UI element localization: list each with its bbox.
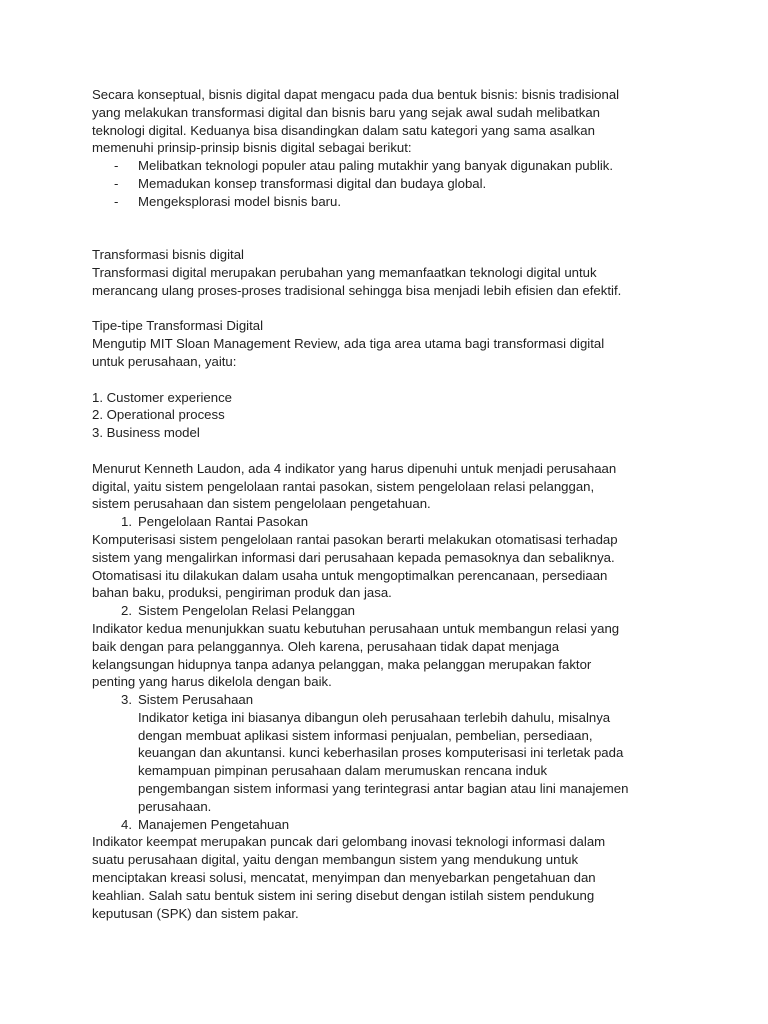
item-number: 4. bbox=[121, 816, 132, 832]
paragraph-line: Indikator ketiga ini biasanya dibangun oleh perusahaan terlebih dahulu, misalnya bbox=[138, 709, 611, 725]
paragraph-line: sistem perusahaan dan sistem pengelolaan pengetahuan. bbox=[92, 496, 431, 512]
paragraph-line: menciptakan kreasi solusi, mencatat, menyimpan dan menyebarkan pengetahuan dan bbox=[92, 870, 596, 886]
list-item: 2. Operational process bbox=[92, 407, 225, 423]
paragraph-line: perusahaan. bbox=[138, 798, 212, 814]
numbered-heading bbox=[92, 513, 682, 531]
paragraph-line: keahlian. Salah satu bentuk sistem ini sering disebut dengan istilah sistem pendukung bbox=[92, 887, 595, 903]
item-title: Sistem Pengelolan Relasi Pelanggan bbox=[138, 603, 356, 619]
paragraph-line: bahan baku, produksi, pengiriman produk dan jasa. bbox=[92, 585, 392, 601]
paragraph-line: merancang ulang proses-proses tradisional sehingga bisa menjadi lebih efisien dan efektif. bbox=[92, 282, 622, 298]
item-title: Sistem Perusahaan bbox=[138, 692, 254, 708]
bullet-marker: - bbox=[114, 193, 119, 209]
document-page bbox=[92, 86, 682, 922]
bullet-text: Mengeksplorasi model bisnis baru. bbox=[138, 193, 342, 209]
bullet-marker: - bbox=[114, 175, 119, 191]
bullet-text: Melibatkan teknologi populer atau paling mutakhir yang banyak digunakan publik. bbox=[138, 158, 614, 174]
paragraph-line: Transformasi digital merupakan perubahan yang memanfaatkan teknologi digital untuk bbox=[92, 264, 597, 280]
paragraph-line: Mengutip MIT Sloan Management Review, ada tiga area utama bagi transformasi digital bbox=[92, 336, 605, 352]
numbered-heading bbox=[92, 816, 682, 834]
paragraph-line: Indikator keempat merupakan puncak dari gelombang inovasi teknologi informasi dalam bbox=[92, 834, 606, 850]
paragraph-line: penting yang harus dikelola dengan baik. bbox=[92, 674, 332, 690]
paragraph-line: baik dengan para pelanggannya. Oleh karena, perusahaan tidak dapat menjaga bbox=[92, 638, 560, 654]
bullet-item bbox=[92, 175, 682, 193]
paragraph-line: kelangsungan hidupnya tanpa adanya pelanggan, maka pelanggan merupakan faktor bbox=[92, 656, 592, 672]
bullet-text: Memadukan konsep transformasi digital dan budaya global. bbox=[138, 175, 487, 191]
bullet-item bbox=[92, 157, 682, 175]
section-heading: Transformasi bisnis digital bbox=[92, 247, 244, 263]
item-number: 2. bbox=[121, 603, 132, 619]
item-title: Pengelolaan Rantai Pasokan bbox=[138, 514, 309, 530]
item-number: 3. bbox=[121, 692, 132, 708]
intro-line: memenuhi prinsip-prinsip bisnis digital sebagai berikut: bbox=[92, 140, 412, 156]
paragraph-line: Menurut Kenneth Laudon, ada 4 indikator yang harus dipenuhi untuk menjadi perusahaan bbox=[92, 460, 617, 476]
item-number: 1. bbox=[121, 514, 132, 530]
paragraph-line: keputusan (SPK) dan sistem pakar. bbox=[92, 905, 299, 921]
bullet-marker: - bbox=[114, 158, 119, 174]
paragraph-line: untuk perusahaan, yaitu: bbox=[92, 353, 237, 369]
paragraph-line: Komputerisasi sistem pengelolaan rantai pasokan berarti melakukan otomatisasi terhadap bbox=[92, 531, 618, 547]
list-item: 1. Customer experience bbox=[92, 389, 233, 405]
paragraph-line: digital, yaitu sistem pengelolaan rantai pasokan, sistem pengelolaan relasi pelanggan, bbox=[92, 478, 595, 494]
paragraph-line: Otomatisasi itu dilakukan dalam usaha untuk mengoptimalkan perencanaan, persediaan bbox=[92, 567, 608, 583]
intro-line: teknologi digital. Keduanya bisa disandingkan dalam satu kategori yang sama asalkan bbox=[92, 122, 595, 138]
intro-line: yang melakukan transformasi digital dan bisnis baru yang sejak awal sudah melibatkan bbox=[92, 104, 601, 120]
item-title: Manajemen Pengetahuan bbox=[138, 816, 290, 832]
bullet-item bbox=[92, 193, 682, 211]
paragraph-line: dengan membuat aplikasi sistem informasi penjualan, pembelian, persediaan, bbox=[138, 727, 593, 743]
numbered-heading bbox=[92, 691, 682, 709]
paragraph-line: sistem yang mengalirkan informasi dari perusahaan kepada pemasoknya dan sebaliknya. bbox=[92, 549, 615, 565]
list-item: 3. Business model bbox=[92, 425, 200, 441]
paragraph-line: keuangan dan akuntansi. kunci keberhasilan proses komputerisasi ini terletak pada bbox=[138, 745, 624, 761]
numbered-heading bbox=[92, 602, 682, 620]
paragraph-line: kemampuan pimpinan perusahaan dalam merumuskan rencana induk bbox=[138, 763, 548, 779]
paragraph-line: pengembangan sistem informasi yang terintegrasi antar bagian atau lini manajemen bbox=[138, 781, 629, 797]
section-heading: Tipe-tipe Transformasi Digital bbox=[92, 318, 264, 334]
paragraph-line: suatu perusahaan digital, yaitu dengan membangun sistem yang mendukung untuk bbox=[92, 852, 579, 868]
intro-line: Secara konseptual, bisnis digital dapat mengacu pada dua bentuk bisnis: bisnis tradisional bbox=[92, 87, 620, 102]
paragraph-line: Indikator kedua menunjukkan suatu kebutuhan perusahaan untuk membangun relasi yang bbox=[92, 620, 620, 636]
